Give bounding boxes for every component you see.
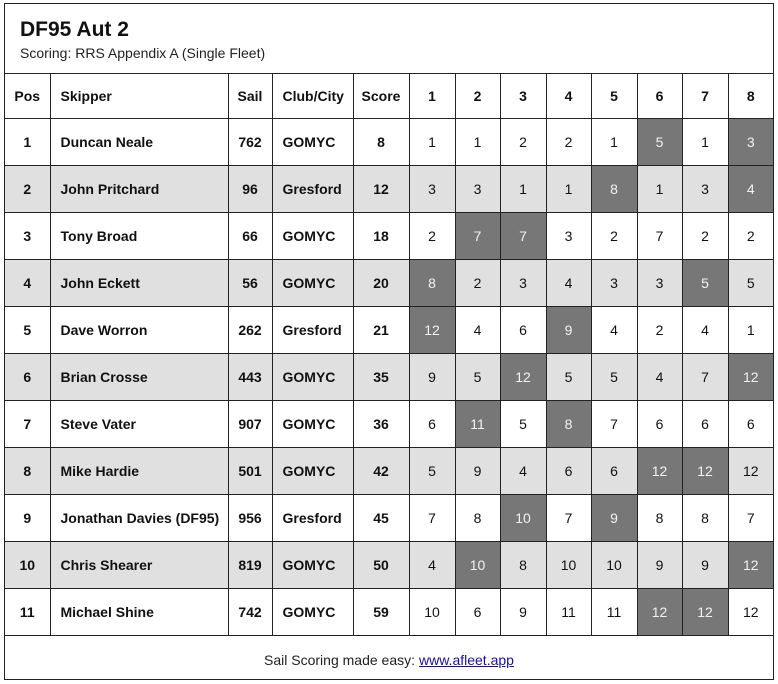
race-2-cell: 2 <box>455 260 500 307</box>
table-row <box>5 166 773 213</box>
race-2-cell: 11 <box>455 401 500 448</box>
sail-cell: 762 <box>228 119 272 166</box>
race-4-cell: 7 <box>546 495 591 542</box>
pos-cell: 3 <box>5 213 50 260</box>
pos-cell: 5 <box>5 307 50 354</box>
race-2-cell: 8 <box>455 495 500 542</box>
sail-cell: 956 <box>228 495 272 542</box>
col-header-race-8: 8 <box>728 74 773 119</box>
col-header-race-7: 7 <box>682 74 728 119</box>
skipper-cell: Michael Shine <box>50 589 228 636</box>
race-2-cell: 10 <box>455 542 500 589</box>
race-1-cell: 8 <box>409 260 455 307</box>
skipper-cell: John Pritchard <box>50 166 228 213</box>
club-cell: Gresford <box>272 166 353 213</box>
score-cell: 36 <box>353 401 409 448</box>
race-5-cell: 9 <box>591 495 637 542</box>
col-header-club: Club/City <box>272 74 353 119</box>
pos-cell: 10 <box>5 542 50 589</box>
sail-cell: 66 <box>228 213 272 260</box>
club-cell: GOMYC <box>272 401 353 448</box>
pos-cell: 2 <box>5 166 50 213</box>
score-cell: 45 <box>353 495 409 542</box>
sail-cell: 56 <box>228 260 272 307</box>
pos-cell: 4 <box>5 260 50 307</box>
skipper-cell: Jonathan Davies (DF95) <box>50 495 228 542</box>
table-row <box>5 495 773 542</box>
race-3-cell: 1 <box>500 166 546 213</box>
race-8-cell: 2 <box>728 213 773 260</box>
club-cell: GOMYC <box>272 589 353 636</box>
race-6-cell: 12 <box>637 448 682 495</box>
race-3-cell: 7 <box>500 213 546 260</box>
table-row <box>5 542 773 589</box>
race-6-cell: 7 <box>637 213 682 260</box>
race-7-cell: 9 <box>682 542 728 589</box>
footer <box>5 636 773 683</box>
race-2-cell: 7 <box>455 213 500 260</box>
race-4-cell: 4 <box>546 260 591 307</box>
race-1-cell: 4 <box>409 542 455 589</box>
race-3-cell: 8 <box>500 542 546 589</box>
table-row <box>5 307 773 354</box>
race-4-cell: 3 <box>546 213 591 260</box>
score-cell: 50 <box>353 542 409 589</box>
race-7-cell: 12 <box>682 448 728 495</box>
sail-cell: 443 <box>228 354 272 401</box>
race-3-cell: 12 <box>500 354 546 401</box>
race-4-cell: 8 <box>546 401 591 448</box>
col-header-race-6: 6 <box>637 74 682 119</box>
race-5-cell: 2 <box>591 213 637 260</box>
race-2-cell: 6 <box>455 589 500 636</box>
race-7-cell: 1 <box>682 119 728 166</box>
race-7-cell: 4 <box>682 307 728 354</box>
race-5-cell: 1 <box>591 119 637 166</box>
race-7-cell: 8 <box>682 495 728 542</box>
race-6-cell: 9 <box>637 542 682 589</box>
skipper-cell: John Eckett <box>50 260 228 307</box>
race-2-cell: 9 <box>455 448 500 495</box>
club-cell: GOMYC <box>272 260 353 307</box>
race-7-cell: 7 <box>682 354 728 401</box>
race-6-cell: 3 <box>637 260 682 307</box>
race-8-cell: 5 <box>728 260 773 307</box>
footer-text: Sail Scoring made easy: <box>264 651 415 668</box>
col-header-race-1: 1 <box>409 74 455 119</box>
race-2-cell: 3 <box>455 166 500 213</box>
pos-cell: 8 <box>5 448 50 495</box>
race-5-cell: 10 <box>591 542 637 589</box>
skipper-cell: Brian Crosse <box>50 354 228 401</box>
table-row <box>5 354 773 401</box>
race-1-cell: 6 <box>409 401 455 448</box>
score-cell: 18 <box>353 213 409 260</box>
skipper-cell: Duncan Neale <box>50 119 228 166</box>
results-sheet <box>4 3 774 680</box>
race-5-cell: 11 <box>591 589 637 636</box>
race-8-cell: 12 <box>728 589 773 636</box>
sail-cell: 742 <box>228 589 272 636</box>
table-row <box>5 448 773 495</box>
skipper-cell: Dave Worron <box>50 307 228 354</box>
col-header-race-5: 5 <box>591 74 637 119</box>
pos-cell: 7 <box>5 401 50 448</box>
table-header-row <box>5 74 773 119</box>
race-5-cell: 7 <box>591 401 637 448</box>
skipper-cell: Mike Hardie <box>50 448 228 495</box>
race-3-cell: 2 <box>500 119 546 166</box>
race-3-cell: 9 <box>500 589 546 636</box>
race-6-cell: 5 <box>637 119 682 166</box>
col-header-skipper: Skipper <box>50 74 228 119</box>
race-5-cell: 8 <box>591 166 637 213</box>
race-6-cell: 1 <box>637 166 682 213</box>
race-1-cell: 12 <box>409 307 455 354</box>
race-7-cell: 6 <box>682 401 728 448</box>
page-title: DF95 Aut 2 <box>20 18 129 41</box>
race-4-cell: 9 <box>546 307 591 354</box>
race-8-cell: 4 <box>728 166 773 213</box>
race-4-cell: 1 <box>546 166 591 213</box>
race-3-cell: 10 <box>500 495 546 542</box>
race-8-cell: 12 <box>728 354 773 401</box>
skipper-cell: Steve Vater <box>50 401 228 448</box>
score-cell: 12 <box>353 166 409 213</box>
race-8-cell: 1 <box>728 307 773 354</box>
club-cell: GOMYC <box>272 119 353 166</box>
club-cell: GOMYC <box>272 213 353 260</box>
pos-cell: 1 <box>5 119 50 166</box>
col-header-race-3: 3 <box>500 74 546 119</box>
sail-cell: 819 <box>228 542 272 589</box>
race-5-cell: 4 <box>591 307 637 354</box>
race-1-cell: 10 <box>409 589 455 636</box>
race-4-cell: 2 <box>546 119 591 166</box>
race-4-cell: 6 <box>546 448 591 495</box>
race-6-cell: 12 <box>637 589 682 636</box>
col-header-sail: Sail <box>228 74 272 119</box>
col-header-pos: Pos <box>5 74 50 119</box>
table-row <box>5 119 773 166</box>
club-cell: Gresford <box>272 307 353 354</box>
race-3-cell: 3 <box>500 260 546 307</box>
race-2-cell: 5 <box>455 354 500 401</box>
race-1-cell: 1 <box>409 119 455 166</box>
race-1-cell: 9 <box>409 354 455 401</box>
race-1-cell: 5 <box>409 448 455 495</box>
race-8-cell: 7 <box>728 495 773 542</box>
club-cell: Gresford <box>272 495 353 542</box>
score-cell: 8 <box>353 119 409 166</box>
race-4-cell: 10 <box>546 542 591 589</box>
race-8-cell: 6 <box>728 401 773 448</box>
race-4-cell: 5 <box>546 354 591 401</box>
scoring-subtitle: Scoring: RRS Appendix A (Single Fleet) <box>20 45 266 61</box>
race-5-cell: 6 <box>591 448 637 495</box>
footer-link[interactable]: www.afleet.app <box>419 651 514 668</box>
col-header-score: Score <box>353 74 409 119</box>
race-7-cell: 5 <box>682 260 728 307</box>
pos-cell: 6 <box>5 354 50 401</box>
race-7-cell: 2 <box>682 213 728 260</box>
score-cell: 20 <box>353 260 409 307</box>
race-6-cell: 4 <box>637 354 682 401</box>
race-2-cell: 1 <box>455 119 500 166</box>
score-cell: 21 <box>353 307 409 354</box>
race-6-cell: 8 <box>637 495 682 542</box>
results-body <box>5 119 773 636</box>
pos-cell: 11 <box>5 589 50 636</box>
table-row <box>5 401 773 448</box>
race-2-cell: 4 <box>455 307 500 354</box>
race-8-cell: 12 <box>728 448 773 495</box>
race-7-cell: 3 <box>682 166 728 213</box>
club-cell: GOMYC <box>272 354 353 401</box>
race-3-cell: 4 <box>500 448 546 495</box>
race-4-cell: 11 <box>546 589 591 636</box>
sail-cell: 96 <box>228 166 272 213</box>
club-cell: GOMYC <box>272 448 353 495</box>
race-5-cell: 5 <box>591 354 637 401</box>
sail-cell: 907 <box>228 401 272 448</box>
table-row <box>5 589 773 636</box>
race-3-cell: 6 <box>500 307 546 354</box>
race-3-cell: 5 <box>500 401 546 448</box>
table-row <box>5 260 773 307</box>
race-8-cell: 3 <box>728 119 773 166</box>
pos-cell: 9 <box>5 495 50 542</box>
score-cell: 59 <box>353 589 409 636</box>
race-7-cell: 12 <box>682 589 728 636</box>
score-cell: 42 <box>353 448 409 495</box>
race-5-cell: 3 <box>591 260 637 307</box>
race-6-cell: 6 <box>637 401 682 448</box>
sail-cell: 262 <box>228 307 272 354</box>
table-row <box>5 213 773 260</box>
skipper-cell: Tony Broad <box>50 213 228 260</box>
race-1-cell: 7 <box>409 495 455 542</box>
results-header <box>5 4 773 74</box>
skipper-cell: Chris Shearer <box>50 542 228 589</box>
race-1-cell: 3 <box>409 166 455 213</box>
race-6-cell: 2 <box>637 307 682 354</box>
race-1-cell: 2 <box>409 213 455 260</box>
results-table <box>5 74 773 636</box>
score-cell: 35 <box>353 354 409 401</box>
sail-cell: 501 <box>228 448 272 495</box>
race-8-cell: 12 <box>728 542 773 589</box>
club-cell: GOMYC <box>272 542 353 589</box>
col-header-race-2: 2 <box>455 74 500 119</box>
col-header-race-4: 4 <box>546 74 591 119</box>
